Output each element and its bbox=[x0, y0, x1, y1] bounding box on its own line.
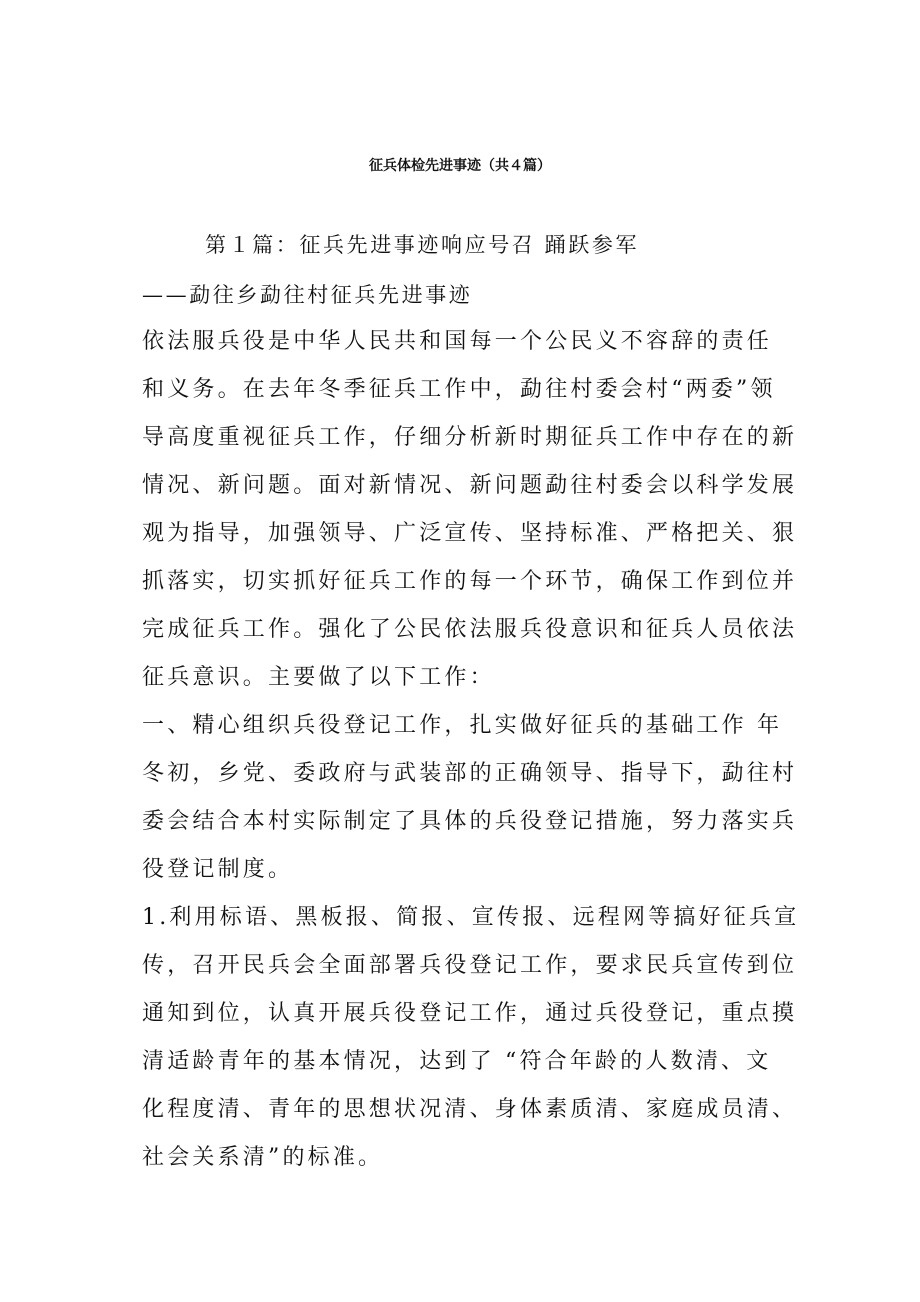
body-line: 化程度清、青年的思想状况清、身体素质清、家庭成员清、 bbox=[142, 1097, 798, 1122]
body-line: 役登记制度。 bbox=[142, 857, 294, 882]
body-line: 清适龄青年的基本情况，达到了 “符合年龄的人数清、文 bbox=[142, 1049, 772, 1074]
body-line: 社会关系清”的标准。 bbox=[142, 1145, 384, 1170]
section-subheading: ——勐往乡勐往村征兵先进事迹 bbox=[142, 283, 473, 307]
body-line: 观为指导，加强领导、广泛宣传、坚持标准、严格把关、狠 bbox=[142, 521, 798, 546]
body-line: 情况、新问题。面对新情况、新问题勐往村委会以科学发展 bbox=[142, 473, 798, 498]
body-line: 传，召开民兵会全面部署兵役登记工作，要求民兵宣传到位 bbox=[142, 953, 798, 978]
body-line: 抓落实，切实抓好征兵工作的每一个环节，确保工作到位并 bbox=[142, 569, 798, 594]
body-line: 1.利用标语、黑板报、简报、宣传报、远程网等搞好征兵宣 bbox=[142, 905, 800, 930]
body-line: 完成征兵工作。强化了公民依法服兵役意识和征兵人员依法 bbox=[142, 617, 798, 642]
document-title: 征兵体检先进事迹（共４篇） bbox=[369, 158, 551, 174]
body-line: 通知到位，认真开展兵役登记工作，通过兵役登记，重点摸 bbox=[142, 1001, 798, 1026]
section-heading: 第１篇：征兵先进事迹响应号召 踊跃参军 bbox=[205, 233, 640, 257]
body-line: 冬初，乡党、委政府与武装部的正确领导、指导下，勐往村 bbox=[142, 761, 798, 786]
body-line: 导高度重视征兵工作，仔细分析新时期征兵工作中存在的新 bbox=[142, 425, 798, 450]
body-line: 委会结合本村实际制定了具体的兵役登记措施，努力落实兵 bbox=[142, 809, 798, 834]
body-line: 征兵意识。主要做了以下工作： bbox=[142, 665, 495, 690]
body-line: 一、精心组织兵役登记工作，扎实做好征兵的基础工作 年 bbox=[142, 713, 783, 738]
body-line: 依法服兵役是中华人民共和国每一个公民义不容辞的责任 bbox=[142, 329, 773, 354]
body-line: 和义务。在去年冬季征兵工作中，勐往村委会村“两委”领 bbox=[142, 377, 776, 402]
